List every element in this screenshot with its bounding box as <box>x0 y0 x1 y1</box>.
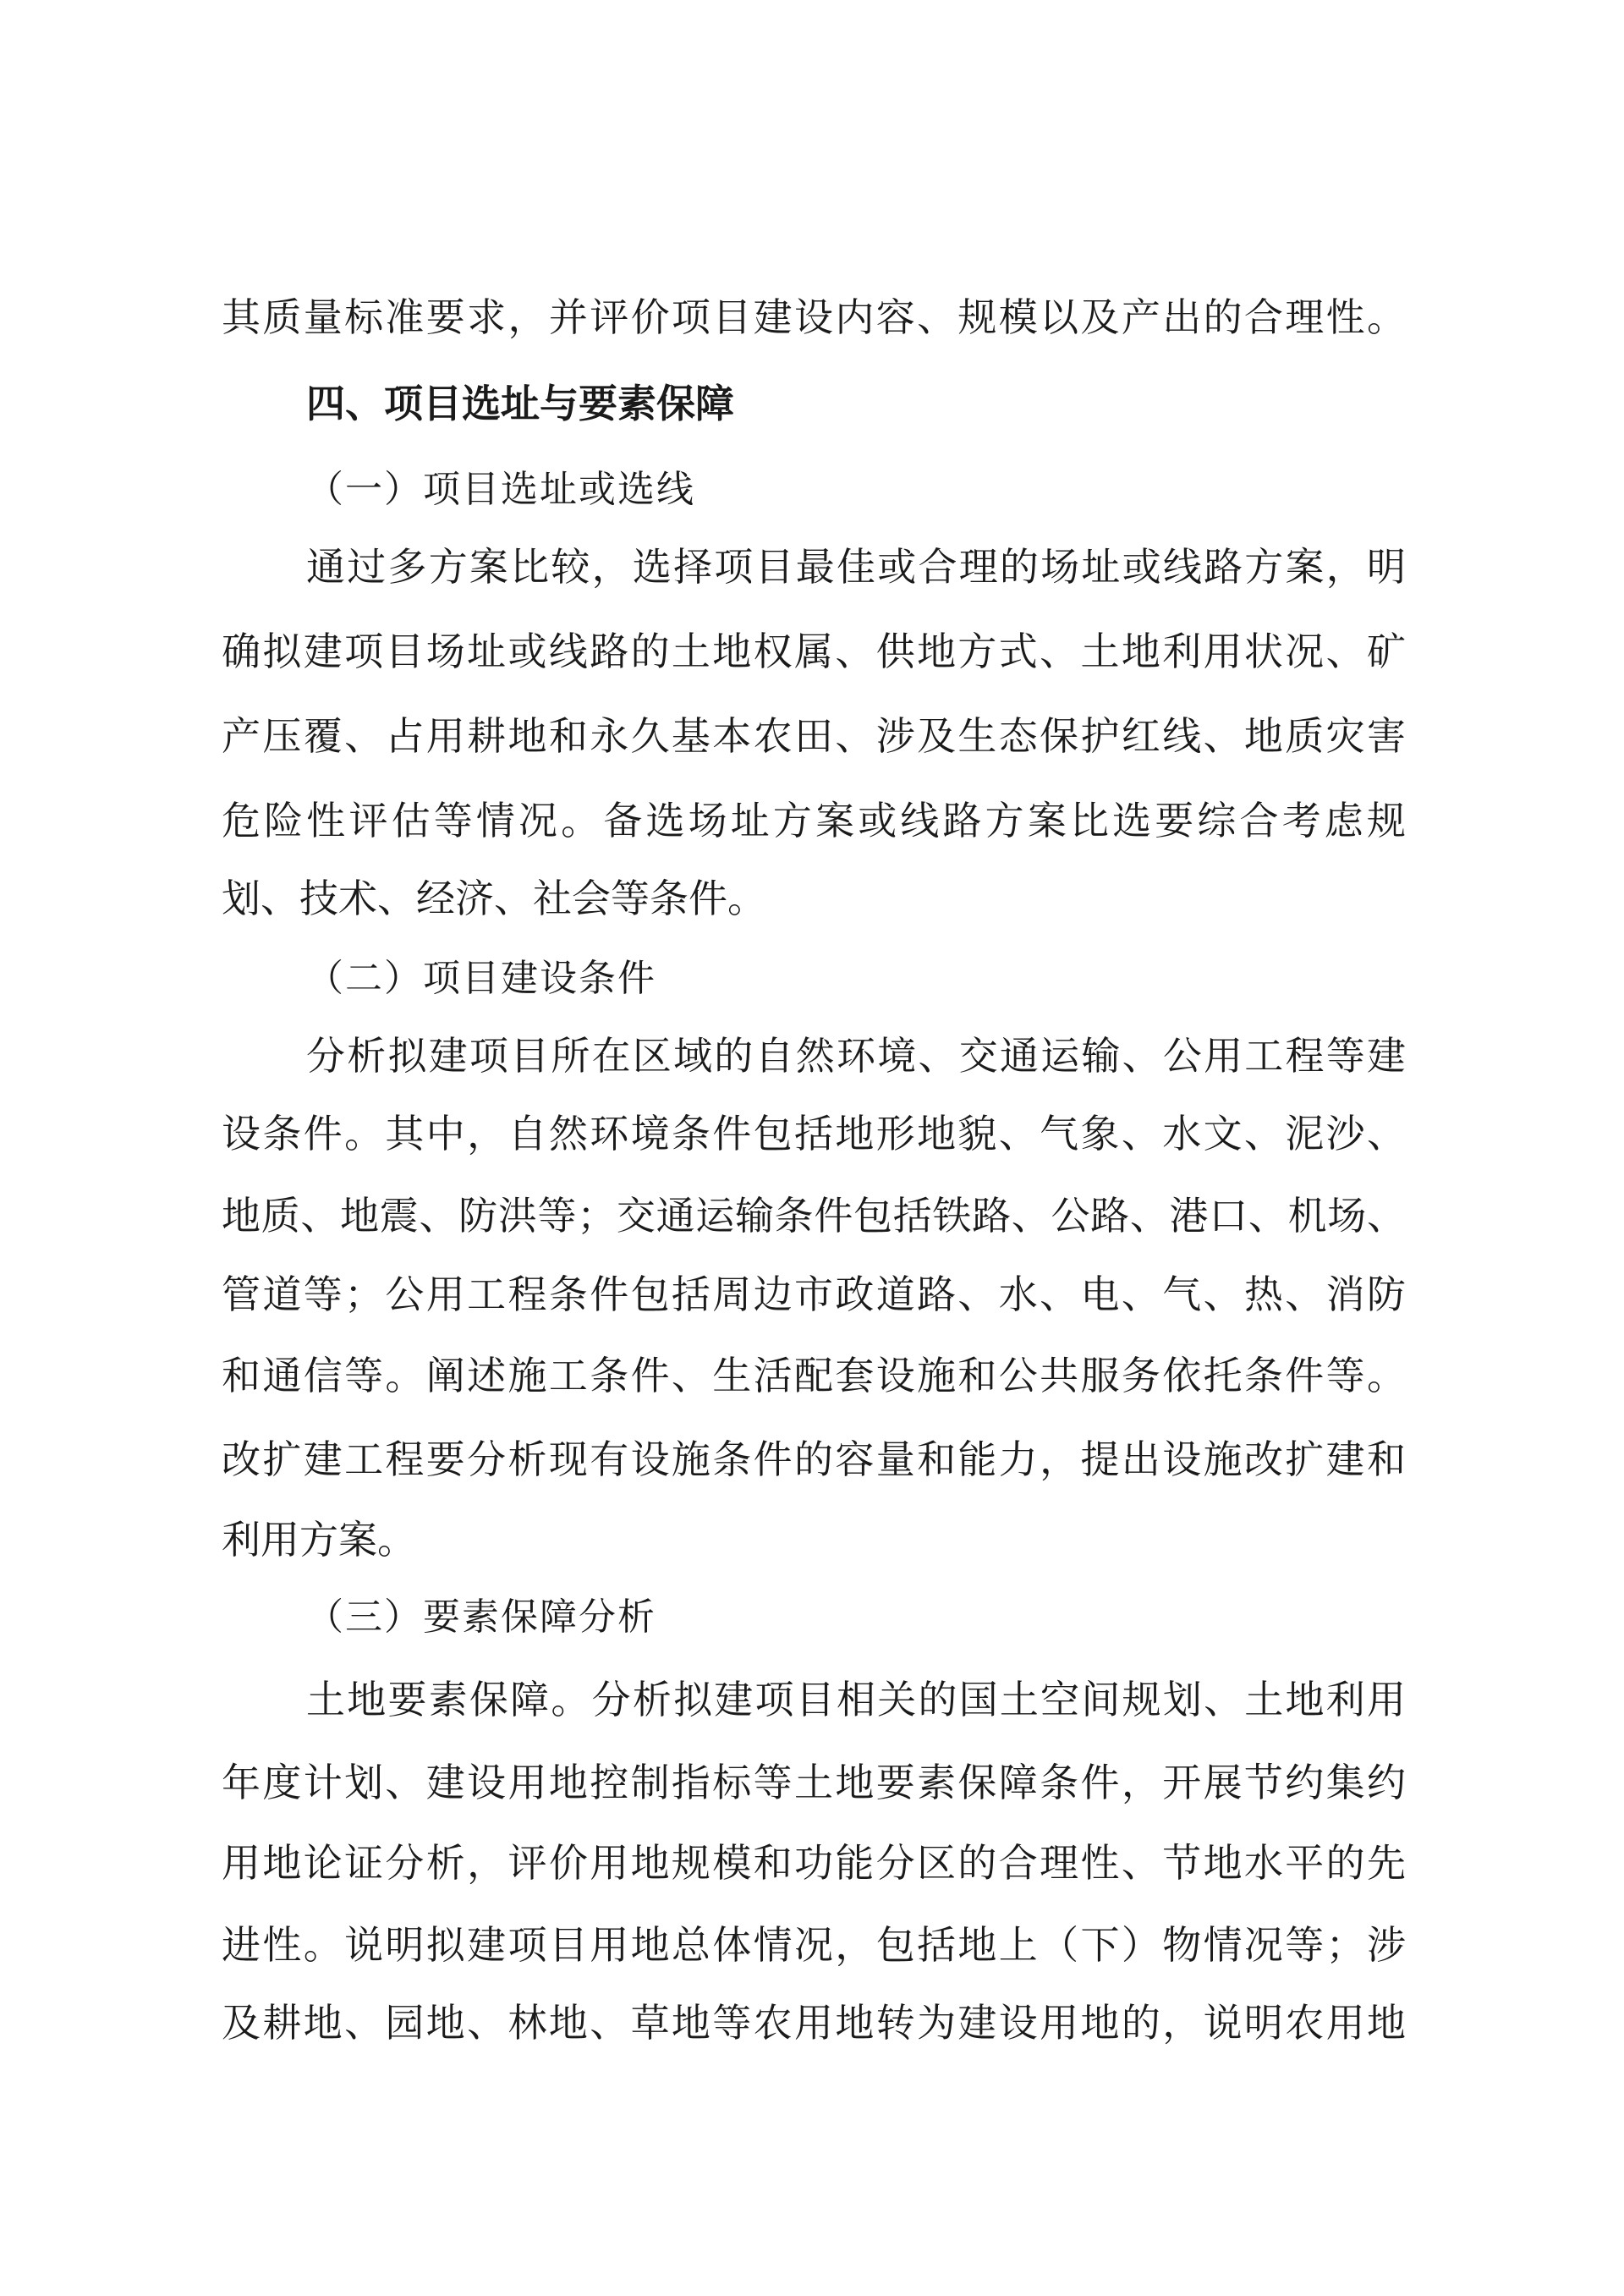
paragraph-line: 改扩建工程要分析现有设施条件的容量和能力，提出设施改扩建和 <box>222 1436 1406 1482</box>
subsection-heading: （三）要素保障分析 <box>306 1596 656 1639</box>
paragraph-line: 用地论证分析，评价用地规模和功能分区的合理性、节地水平的先 <box>222 1840 1406 1886</box>
subsection-heading: （一）项目选址或选线 <box>306 468 695 511</box>
paragraph-line: 年度计划、建设用地控制指标等土地要素保障条件，开展节约集约 <box>222 1760 1406 1805</box>
paragraph-line: 通过多方案比较，选择项目最佳或合理的场址或线路方案，明 <box>306 544 1406 590</box>
paragraph-line: 确拟建项目场址或线路的土地权属、供地方式、土地利用状况、矿 <box>222 629 1406 674</box>
paragraph-line: 地质、地震、防洪等；交通运输条件包括铁路、公路、港口、机场、 <box>222 1193 1406 1239</box>
paragraph-line: 进性。说明拟建项目用地总体情况，包括地上（下）物情况等；涉 <box>222 1922 1406 1968</box>
paragraph-line: 其质量标准要求，并评价项目建设内容、规模以及产出的合理性。 <box>222 294 1406 340</box>
paragraph-line: 划、技术、经济、社会等条件。 <box>222 876 766 921</box>
paragraph-line: 分析拟建项目所在区域的自然环境、交通运输、公用工程等建 <box>306 1033 1406 1079</box>
paragraph-line: 和通信等。阐述施工条件、生活配套设施和公共服务依托条件等。 <box>222 1353 1406 1398</box>
section-heading: 四、项目选址与要素保障 <box>306 381 734 426</box>
paragraph-line: 设条件。其中，自然环境条件包括地形地貌、气象、水文、泥沙、 <box>222 1111 1406 1156</box>
paragraph-line: 危险性评估等情况。备选场址方案或线路方案比选要综合考虑规 <box>222 798 1406 843</box>
paragraph-line: 土地要素保障。分析拟建项目相关的国土空间规划、土地利用 <box>306 1677 1406 1722</box>
subsection-heading: （二）项目建设条件 <box>306 957 656 1000</box>
paragraph-line: 及耕地、园地、林地、草地等农用地转为建设用地的，说明农用地 <box>222 2000 1406 2046</box>
paragraph-line: 产压覆、占用耕地和永久基本农田、涉及生态保护红线、地质灾害 <box>222 713 1406 759</box>
paragraph-line: 利用方案。 <box>222 1517 416 1563</box>
paragraph-line: 管道等；公用工程条件包括周边市政道路、水、电、气、热、消防 <box>222 1272 1406 1317</box>
